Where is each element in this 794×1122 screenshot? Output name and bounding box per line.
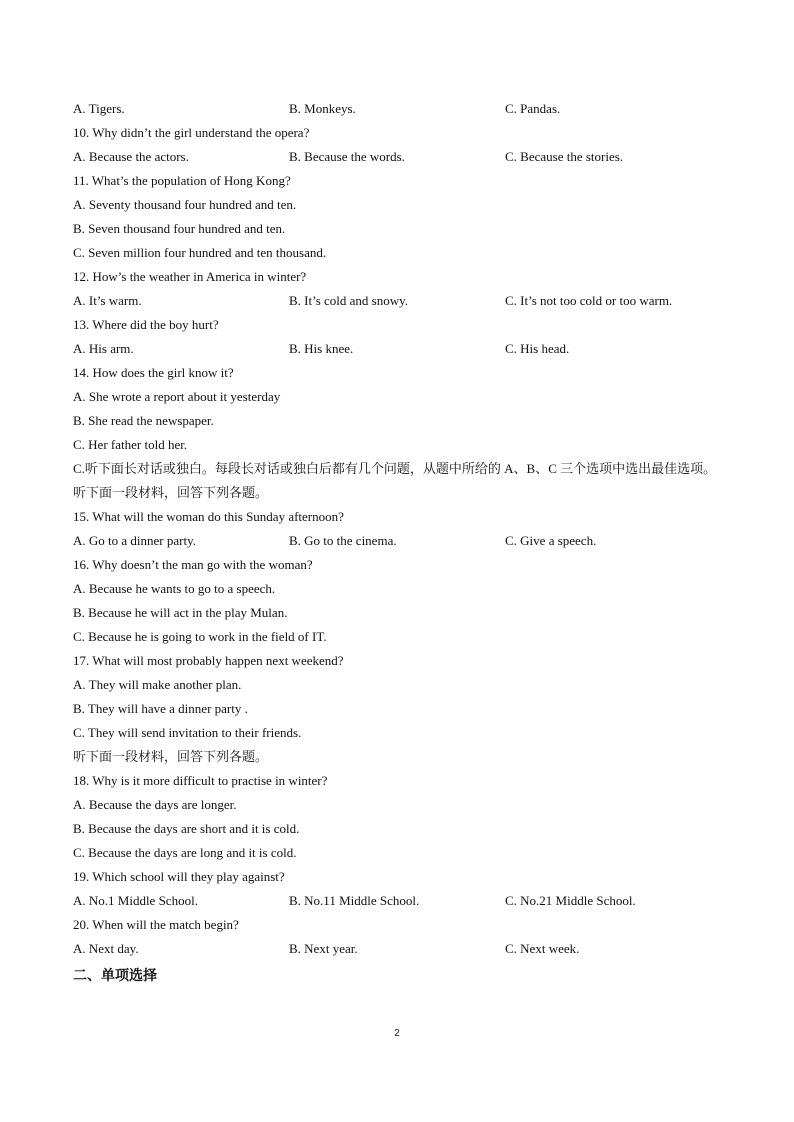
q9-option-b: B. Monkeys. xyxy=(289,101,356,116)
q16-option-b: B. Because he will act in the play Mulan. xyxy=(73,605,288,620)
q15-option-b: B. Go to the cinema. xyxy=(289,533,397,548)
question-20-stem: 20. When will the match begin? xyxy=(73,917,239,932)
q15-option-a: A. Go to a dinner party. xyxy=(73,533,196,548)
section-2-title: 二、单项选择 xyxy=(73,968,157,984)
q17-option-c: C. They will send invitation to their friends. xyxy=(73,725,302,740)
question-15-options xyxy=(73,531,723,555)
q20-option-b: B. Next year. xyxy=(289,941,358,956)
question-19-options xyxy=(73,891,723,915)
q10-option-a: A. Because the actors. xyxy=(73,149,189,164)
material-prompt-2: 听下面一段材料，回答下列各题。 xyxy=(73,749,269,764)
question-17-stem: 17. What will most probably happen next weekend? xyxy=(73,653,344,668)
q14-option-b: B. She read the newspaper. xyxy=(73,413,214,428)
q13-option-a: A. His arm. xyxy=(73,341,134,356)
question-16-stem: 16. Why doesn’t the man go with the woman? xyxy=(73,557,313,572)
question-10-stem: 10. Why didn’t the girl understand the opera? xyxy=(73,125,310,140)
question-11-stem: 11. What’s the population of Hong Kong? xyxy=(73,173,291,188)
question-20-options xyxy=(73,939,723,963)
q13-option-b: B. His knee. xyxy=(289,341,354,356)
question-9-options xyxy=(73,99,723,123)
q18-option-c: C. Because the days are long and it is cold. xyxy=(73,845,297,860)
question-18-stem: 18. Why is it more difficult to practise in winter? xyxy=(73,773,328,788)
question-13-stem: 13. Where did the boy hurt? xyxy=(73,317,219,332)
q19-option-a: A. No.1 Middle School. xyxy=(73,893,198,908)
material-prompt-1: 听下面一段材料，回答下列各题。 xyxy=(73,485,269,500)
q12-option-a: A. It’s warm. xyxy=(73,293,142,308)
q10-option-c: C. Because the stories. xyxy=(505,149,624,164)
q16-option-a: A. Because he wants to go to a speech. xyxy=(73,581,276,596)
q12-option-b: B. It’s cold and snowy. xyxy=(289,293,409,308)
question-14-stem: 14. How does the girl know it? xyxy=(73,365,234,380)
q11-option-a: A. Seventy thousand four hundred and ten. xyxy=(73,197,297,212)
q13-option-c: C. His head. xyxy=(505,341,570,356)
q14-option-c: C. Her father told her. xyxy=(73,437,188,452)
question-10-options xyxy=(73,147,723,171)
exam-page-content xyxy=(73,99,723,989)
q12-option-c: C. It’s not too cold or too warm. xyxy=(505,293,673,308)
q11-option-b: B. Seven thousand four hundred and ten. xyxy=(73,221,286,236)
section-c-instruction: C.听下面长对话或独白。每段长对话或独白后都有几个问题，从题中所给的 A、B、C 三个选项中选出最佳选项。 xyxy=(73,461,717,476)
page-number: 2 xyxy=(394,1028,400,1039)
question-12-options xyxy=(73,291,723,315)
question-19-stem: 19. Which school will they play against? xyxy=(73,869,285,884)
q11-option-c: C. Seven million four hundred and ten thousand. xyxy=(73,245,327,260)
q10-option-b: B. Because the words. xyxy=(289,149,405,164)
q9-option-a: A. Tigers. xyxy=(73,101,125,116)
q18-option-a: A. Because the days are longer. xyxy=(73,797,237,812)
q20-option-c: C. Next week. xyxy=(505,941,580,956)
question-12-stem: 12. How’s the weather in America in winter? xyxy=(73,269,307,284)
q17-option-b: B. They will have a dinner party . xyxy=(73,701,248,716)
question-15-stem: 15. What will the woman do this Sunday afternoon? xyxy=(73,509,344,524)
q19-option-c: C. No.21 Middle School. xyxy=(505,893,636,908)
q19-option-b: B. No.11 Middle School. xyxy=(289,893,420,908)
q20-option-a: A. Next day. xyxy=(73,941,139,956)
q18-option-b: B. Because the days are short and it is cold. xyxy=(73,821,300,836)
question-13-options xyxy=(73,339,723,363)
q17-option-a: A. They will make another plan. xyxy=(73,677,242,692)
q15-option-c: C. Give a speech. xyxy=(505,533,597,548)
q14-option-a: A. She wrote a report about it yesterday xyxy=(73,389,281,404)
q16-option-c: C. Because he is going to work in the field of IT. xyxy=(73,629,327,644)
q9-option-c: C. Pandas. xyxy=(505,101,561,116)
